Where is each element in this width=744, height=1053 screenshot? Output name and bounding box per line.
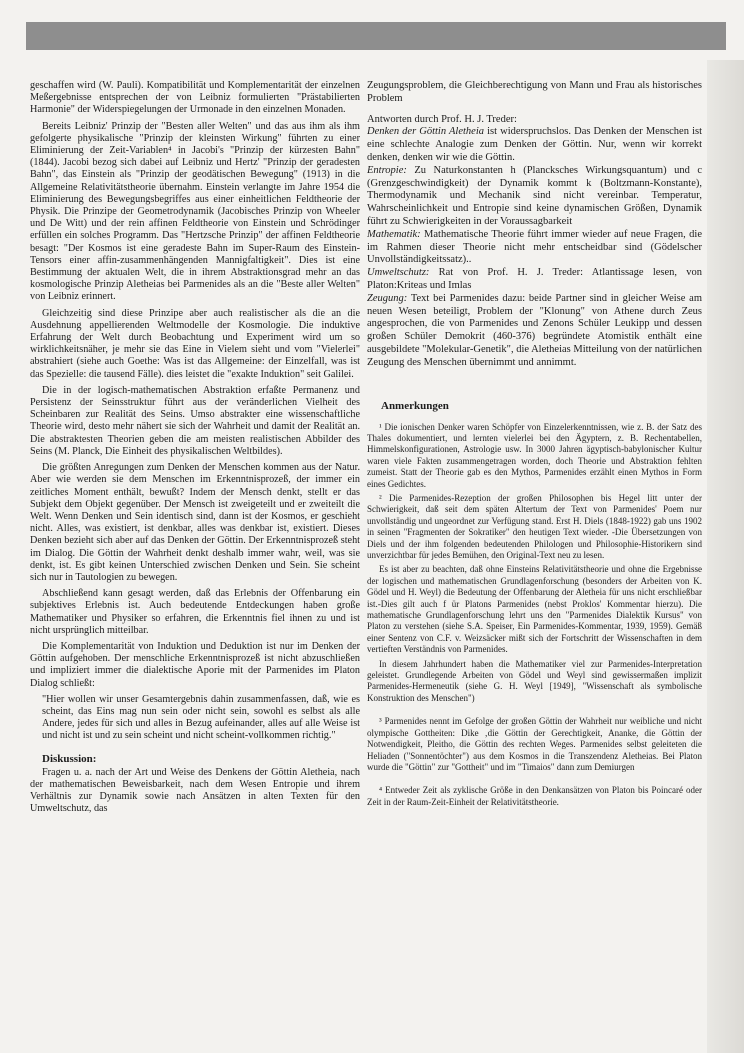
answer-text: Zu Naturkonstanten h (Plancksches Wirkungsquantum) und c (Grenzgeschwindigkeit) der Dynamik kommt k (Boltzmann-Konstante), Thermodynamik und Mechanik sind nicht vereinbar. Temperatur, Wahrscheinlichkeit und Entropie sind keine dynamischen Größen, Dynamik führt zu Schwierigkeiten in der Voraussagbarkeit <box>367 164 702 227</box>
answer-item <box>367 293 702 370</box>
adjacent-page-edge <box>707 60 744 1053</box>
header-bar <box>26 22 726 50</box>
answer-text: ist widerspruchslos. Das Denken der Menschen ist eine schlechte Analogie zum Denken der Göttin. Nur, wenn wir korrekt denken, denken wir wie die Göttin. <box>367 126 702 163</box>
footnote: ³ Parmenides nennt im Gefolge der großen Göttin der Wahrheit nur weibliche und nicht olympische Gottheiten: Dike ‚die Göttin der Gerechtigkeit, Ananke, die Göttin der Notwendigkeit, Pleitho, die Göttin des rechten Weges. Parmenides selbst geleiteten die Heliaden ("Sonnentöchter") aus dem Kosmos in die Transzendenz Aletheias. Bei Platon wurde die "Göttin" zur "Gottheit" und im "Timaios" dann zum Demiurgen <box>367 716 702 772</box>
answer-label: Denken der Göttin Aletheia <box>367 126 485 138</box>
answer-text: Text bei Parmenides dazu: beide Partner sind in gleicher Weise am neuen Wesen beteiligt, Problem der "Klonung" von Athene durch Zeus angesprochen, die von Parmenides und Zenons Schüler Leukipp und dessen großen Schüler Demokrit (460-376) begründete Atomistik enthält eine ausgebildete "Molekular-Genetik", die Aletheias Mitteilung von der natürlichen Zeugung des Menschen übernimmt und annimmt. <box>367 292 702 368</box>
paragraph: Die Komplementarität von Induktion und Deduktion ist nur im Denken der Göttin aufgehoben. Der menschliche Erkenntnisprozeß ist nicht abzuschließen und impliziert immer die dialektische Aporie mit der Parmenides im Platon Dialog schließt: <box>30 640 360 689</box>
footnote: ⁴ Entweder Zeit als zyklische Größe in den Denkansätzen von Platon bis Poincaré oder Zeit in der Raum-Zeit-Einheit der Relativitätstheorie. <box>367 785 702 807</box>
paragraph: geschaffen wird (W. Pauli). Kompatibilität und Komplementarität der einzelnen Meßergebnisse entsprechen der von Leibniz formulierten "Prästabilierten Harmonie" der Widerspiegelungen der Urmonade in den einzelnen Monaden. <box>30 80 360 116</box>
answer-text: Mathematische Theorie führt immer wieder auf neue Fragen, die im Rahmen dieser Theorie nicht mehr entscheidbar sind (Gödelscher Unvollständigkeitssatz).. <box>367 228 702 266</box>
paragraph: Abschließend kann gesagt werden, daß das Erlebnis der Offenbarung ein subjektives Erlebnis ist. Auch bedeutende Entdeckungen haben große Mathematiker und Physiker so erfahren, die Erkenntnis fiel ihnen zu und ist nicht ursprünglich mitteilbar. <box>30 588 360 636</box>
footnote: ² Die Parmenides-Rezeption der großen Philosophen bis Hegel litt unter der Schwierigkeit, daß seit dem späten Altertum der Text von Parmenides' Poem nur unvollständig und ungeordnet zur Verfügung stand. Erst H. Diels (1848-1922) gab uns 1902 in seinen "Fragmenten der Sokratiker" den heutigen Text wieder. -Die Übersetzungen von Diels und der ihm folgenden bedeutenden Philologen und Philosophie-Historikern sind unverzichtbar für jedes Bemühen, den Original-Text neu zu lesen. <box>367 492 702 560</box>
right-main-text <box>367 80 702 370</box>
answer-item <box>367 126 702 164</box>
block-quote: "Hier wollen wir unser Gesamtergebnis dahin zusammenfassen, daß, wie es scheint, das Eins mag nun sein oder nicht sein, sowohl es selbst als alle Andere, jedes für sich und alles in Bezug aufeinander, alles auf alle Weise ist und nicht ist und zu sein scheint und nicht scheint-vollkommen richtig." <box>42 693 360 742</box>
paragraph: Bereits Leibniz' Prinzip der "Besten aller Welten" und das aus ihm als ihm gefolgerte physikalische "Prinzip der kleinsten Wirkung" führten zu einer Eliminierung der Zeit-Variablen⁴ in Jacobi's "Prinzip der kürzesten Bahn" (1844). Jacobi bezog sich dabei auf Leibniz und Hertz' "Prinzip der geradesten Bahn", das Einstein als "Prinzip der geodätischen Bewegung" (1913) in die Allgemeine Relativitätstheorie übernahm. Einstein verlangte im Jahre 1954 die Eliminierung des Bewegungsbegriffes aus einer einheitlichen Feldtheorie der Physik. Die Prinzipe der Geometrodynamik (Jacobisches Prinzip von Wheeler und De Witt) und der rein affinen Feldtheorie von Einstein und Schrödinger erfüllen ein solches Programm. Das "Hertzsche Prinzip" der affinen Feldtheorie besagt: "Der Kosmos ist eine geradeste Bahn im Super-Raum des Einstein-Tensors einer affin-zusammenhängenden Mannigfaltigkeit". Dies ist eine Bestimmung der aktualen Welt, die in ihrem Abstraktionsgrad mehr an das kosmologische Prinzip Aletheias bei Parmenides als an die "Beste aller Welten" von Leibniz erinnert. <box>30 120 360 303</box>
footnotes <box>367 422 702 809</box>
answer-item <box>367 229 702 267</box>
answer-item <box>367 267 702 293</box>
paragraph: Fragen u. a. nach der Art und Weise des Denkens der Göttin Aletheia, nach der mathematischen Beweisbarkeit, nach dem Wesen Entropie und ihrem Verhältnis zur Dynamik sowie nach Ansätzen in alten Texten für den Umweltschutz, das <box>30 766 360 815</box>
right-column <box>367 80 702 1023</box>
answers-intro: Antworten durch Prof. H. J. Treder: <box>367 113 517 125</box>
paragraph: Zeugungsproblem, die Gleichberechtigung von Mann und Frau als historisches Problem <box>367 80 702 104</box>
answer-label: Umweltschutz: <box>367 267 430 279</box>
anmerkungen-heading: Anmerkungen <box>381 399 449 412</box>
left-column <box>30 80 360 1023</box>
answer-label: Mathematik: <box>367 228 421 240</box>
answer-item <box>367 165 702 229</box>
answer-label: Zeugung: <box>367 292 408 304</box>
paragraph: Gleichzeitig sind diese Prinzipe aber auch realistischer als die an die Ausdehnung appellierenden Weltmodelle der Kosmologie. Die induktive Erfahrung der Welt durch Beobachtung und Experiment wird um so wirklichkeitsnäher, je mehr sie das Eine in Vielem sieht und vom "Vielerlei" abstrahiert (siehe auch Goethe: Was ist das Allgemeine: der Einzelfall, was ist das Spezielle: die tausend Fälle). dies leistet die "exakte Induktion" seit Galilei. <box>30 307 360 380</box>
paragraph: Die größten Anregungen zum Denken der Menschen kommen aus der Natur. Aber wie werden sie dem Menschen im Erkenntnisprozeß, der immer ein zeitliches Moment enthält, bewußt? Indem der Mensch denkt, stellt er das Subjekt dem Objekt gegenüber. Der Mensch ist zweigeteilt und er zweiteilt die Welt. Wenn Denken und Sein identisch sind, dann ist der Kosmos, er geschieht nicht. Alles, was existiert, ist denkbar, alles was denkbar ist, existiert. Dieses Denken bezieht sich aber auf das Denken der Göttin. Der Erkenntnisprozeß steht im Dialog. Die Göttin der Wahrheit denkt deshalb immer wahr, weil, was sie denkt, ist. Es gibt keinen Unterschied zwischen Denken und Sein. Sie scheint sich nur in Tautologien zu bewegen. <box>30 462 360 583</box>
answer-text: Rat von Prof. H. J. Treder: Atlantissage lesen, von Platon:Kriteas und Imlas <box>367 267 702 291</box>
answer-label: Entropie: <box>367 164 407 176</box>
footnote: In diesem Jahrhundert haben die Mathematiker viel zur Parmenides-Interpretation geleistet. Grundlegende Arbeiten von Gödel und Weyl sind gewissermaßen implizit Parmenides-Hermeneutik (siehe G. H. Weyl [1949], "Wissenschaft als symbolische Konstruktion des Menschen") <box>367 658 702 703</box>
diskussion-heading: Diskussion: <box>42 752 97 765</box>
footnote: ¹ Die ionischen Denker waren Schöpfer von Einzelerkenntnissen, wie z. B. der Satz des Thales dokumentiert, und lernten vielerlei bei den Ägyptern, z. B. Rechentabellen, Himmelskonfigurationen, Astrologie usw. In 3000 Jahren ägyptisch-babylonischer Kultur waren viele Fakten zusammengetragen worden, doch Theorie und Abstraktion fehlten zumeist. Statt der Theorie gab es den Mythos, Parmenides erzählt einen Mythos in Form eines Gedichtes. <box>367 421 702 489</box>
footnote: Es ist aber zu beachten, daß ohne Einsteins Relativitätstheorie und ohne die Ergebnisse der logischen und mathematischen Grundlagenforschung (besonders der Arbeiten von K. Gödel und H. Weyl) die Bedeutung der Offenbarung der Aletheia für uns nicht erschließbar ist.-Dies gilt auch f ür Platons Parmenides (nebst Proklos' Kommentar hierzu). Die mathematische Grundlagenforschung lehrt uns den "Parmenides Dialektik Kursus" von Platon zu verstehen (siehe S.A. Speiser, Ein Parmenides-Kommentar, 1939, 1959). Gemäß einer Sentenz von C.F. v. Weizsäcker mißt sich der Fortschritt der Wissenschaften in dem vertieften Verständnis von Parmenides. <box>367 564 702 655</box>
paragraph: Die in der logisch-mathematischen Abstraktion erfaßte Permanenz und Persistenz der Seinsstruktur führt aus der veränderlichen Vielheit des Scheinbaren zur Realität des Seins. Umso abstrakter eine wissenschaftliche Theorie wird, desto mehr nähert sie sich der Wahrheit und damit der Realität an. Die abstraktesten Theorien geben die am meisten realistischen Abbilder des Seins (M. Planck, Die Einheit des physikalischen Weltbildes). <box>30 384 360 457</box>
